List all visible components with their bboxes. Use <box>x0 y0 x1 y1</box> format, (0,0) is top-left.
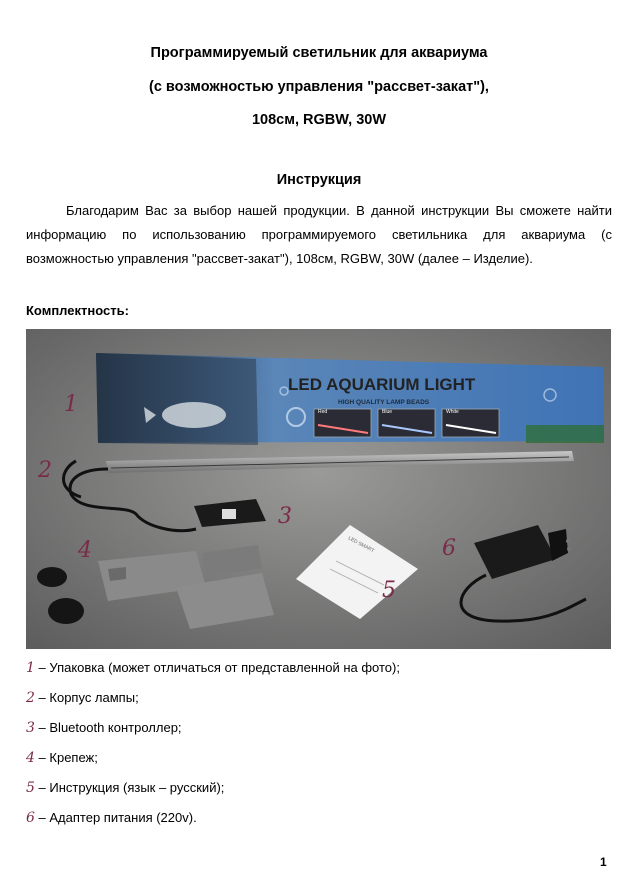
svg-text:3: 3 <box>278 504 292 529</box>
list-item-4: 4 – Крепеж; <box>26 750 98 766</box>
title-line-3: 108см, RGBW, 30W <box>251 112 387 128</box>
svg-text:1: 1 <box>64 392 78 417</box>
intro-text: Благодарим Вас за выбор нашей продукции. В данной инструкции Вы сможете найти информацию по использованию программируемого светильника для аквариума (с возможностью управления "рассвет-закат"), 108см, RGBW, 30W (далее – Изделие). <box>26 203 612 266</box>
box-brand: LED AQUARIUM LIGHT <box>288 375 476 394</box>
svg-text:LED SMART: LED SMART <box>347 535 376 555</box>
list-item-1: 1 – Упаковка (может отличаться от представленной на фото); <box>26 660 400 676</box>
svg-text:White: White <box>446 409 459 415</box>
title-line-1: Программируемый светильник для аквариума <box>150 45 488 61</box>
svg-text:Red: Red <box>318 409 328 415</box>
svg-text:4: 4 <box>78 538 92 563</box>
kit-label: Комплектность: <box>26 303 129 318</box>
list-item-2: 2 – Корпус лампы; <box>26 690 139 706</box>
page-number: 1 <box>600 855 607 869</box>
box <box>96 353 604 445</box>
svg-text:2: 2 <box>38 458 52 483</box>
section-heading: Инструкция <box>276 172 362 188</box>
list-item-5: 5 – Инструкция (язык – русский); <box>26 780 225 796</box>
svg-text:6: 6 <box>442 536 456 561</box>
list-item-3: 3 – Bluetooth контроллер; <box>26 720 182 736</box>
list-item-6: 6 – Адаптер питания (220v). <box>26 810 197 826</box>
svg-text:Blue: Blue <box>382 409 393 415</box>
title-line-2: (с возможностью управления "рассвет-закат"), <box>149 79 489 95</box>
box-subtitle: HIGH QUALITY LAMP BEADS <box>338 399 430 406</box>
product-photo <box>26 329 611 649</box>
intro-paragraph <box>26 199 612 271</box>
svg-text:5: 5 <box>382 578 396 603</box>
